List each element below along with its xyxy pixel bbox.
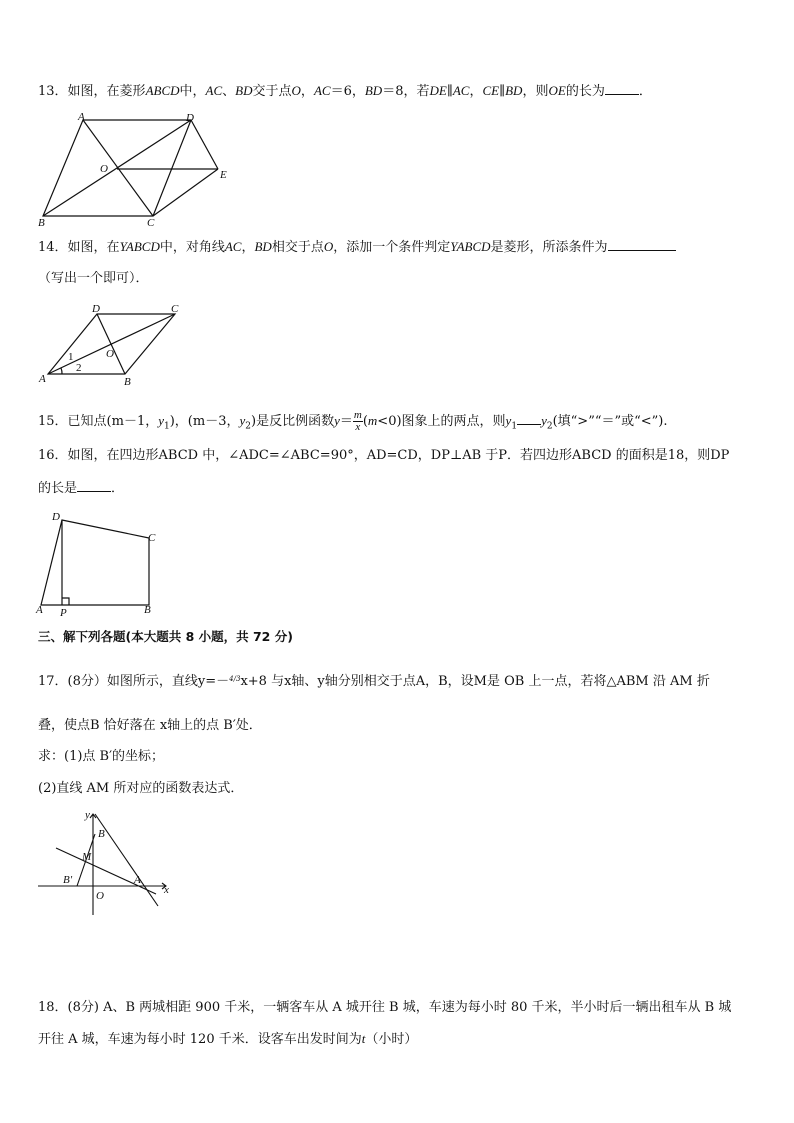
q17-text-line1: 17．(8分）如图所示，直线y=－$^{4/3}$x+8 与x轴、y轴分别相交于点A，B，设M是 OB 上一点，若将△ABM 沿 AM 折 [38, 674, 710, 689]
q16-text-line2: 的长是 ． [38, 481, 125, 496]
q16-quadrilateral-figure [34, 510, 174, 620]
q16-text-line1: 16．如图，在四边形ABCD 中，∠ADC=∠ABC=90°，AD=CD，DP⊥AB 于P．若四边形ABCD 的面积是18，则DP [38, 448, 730, 463]
q17-coordinate-figure [38, 810, 178, 925]
label-C: C [148, 532, 156, 544]
q14-text: 14．如图，在YABCD中，对角线AC，BD相交于点O，添加一个条件判定YABCD是菱形，所添条件为 [38, 238, 676, 257]
label-x: x [164, 884, 169, 896]
q14-answer-blank[interactable] [608, 238, 676, 251]
label-B: B [124, 376, 131, 388]
label-D: D [52, 511, 60, 523]
label-O: O [106, 348, 114, 360]
angle-label-1: 1 [68, 351, 74, 363]
q13-answer-blank[interactable] [605, 82, 639, 95]
fraction-m-over-x: $\frac{m}{x}$ [353, 409, 362, 433]
label-B-prime: B′ [63, 874, 73, 886]
q17-text-line4: (2)直线 AM 所对应的函数表达式． [38, 781, 244, 796]
label-B: B [38, 217, 45, 229]
label-P: P [60, 607, 67, 619]
label-D: D [186, 112, 194, 124]
q13-rhombus-figure [36, 110, 236, 229]
label-A: A [36, 604, 43, 616]
q18-text-line2: 开往 A 城，车速为每小时 120 千米．设客车出发时间为t（小时） [38, 1031, 418, 1047]
label-C: C [147, 217, 155, 229]
label-A: A [39, 373, 46, 385]
q15-answer-blank[interactable] [517, 412, 541, 425]
label-y: y [85, 809, 90, 821]
label-A: A [78, 111, 85, 123]
q17-text-line3: 求：(1)点 B′的坐标； [38, 749, 165, 764]
q13-text: 13．如图，在菱形ABCD中，AC、BD交于点O，AC＝6，BD＝8，若DE∥AC，CE∥BD，则OE的长为 ． [38, 83, 652, 99]
angle-label-2: 2 [76, 362, 82, 374]
q17-text-line2: 叠，使点B 恰好落在 x轴上的点 B′处． [38, 718, 262, 733]
q16-answer-blank[interactable] [77, 479, 111, 492]
label-M: M [82, 851, 92, 863]
q14-text-line2: （写出一个即可）． [38, 271, 149, 286]
label-E: E [220, 169, 227, 181]
label-O: O [96, 890, 104, 902]
q14-parallelogram-figure [38, 300, 188, 388]
label-D: D [92, 303, 100, 315]
label-B: B [144, 604, 151, 616]
fraction-4-over-3: 4/3 [229, 675, 241, 683]
label-B: B [98, 828, 105, 840]
label-O: O [100, 163, 108, 175]
q15-text: 15．已知点(m－1，$y_1$)，(m－3，$y_2$)是反比例函数y＝ $\frac{m}{x}$ (m<0)图象上的两点，则$y_1$ $y_2$(填“>”“＝”或“<”). [38, 409, 668, 433]
section-3-title: 三、解下列各题(本大题共 8 小题，共 72 分) [38, 629, 293, 644]
label-C: C [171, 303, 179, 315]
label-A: A [134, 874, 141, 886]
q18-text-line1: 18．(8分) A、B 两城相距 900 千米，一辆客车从 A 城开往 B 城，车速为每小时 80 千米，半小时后一辆出租车从 B 城 [38, 1000, 732, 1015]
